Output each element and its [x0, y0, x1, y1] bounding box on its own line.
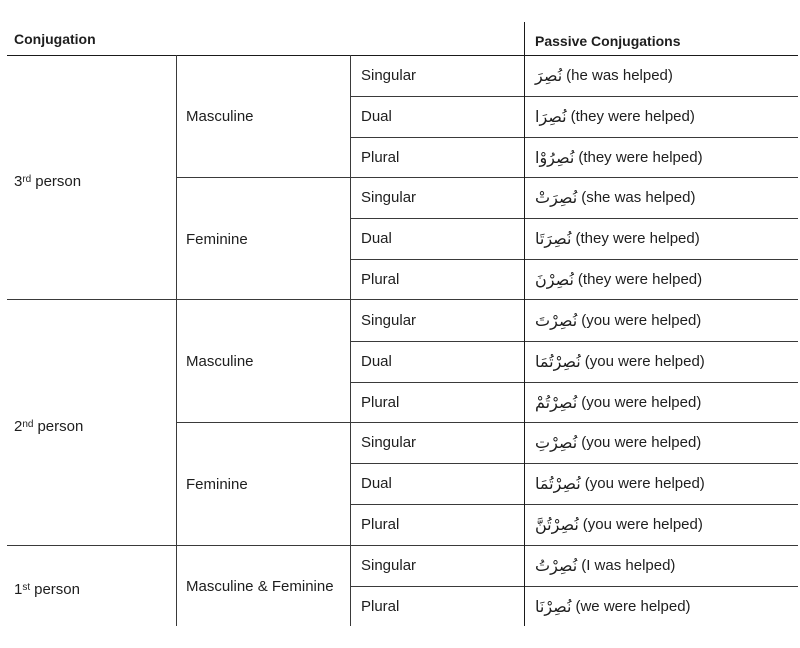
gender-label-2nd-feminine: Feminine — [186, 475, 248, 493]
row-divider — [351, 259, 798, 260]
passive-cell — [535, 545, 675, 586]
english-gloss: (you were helped) — [584, 475, 705, 492]
english-gloss: (I was helped) — [581, 557, 676, 574]
number-cell: Plural — [361, 393, 400, 411]
number-cell: Singular — [361, 67, 417, 84]
arabic-form: نُصِرْتُمَا — [535, 352, 581, 371]
row-divider — [351, 341, 798, 342]
person-ordinal-suffix: rd — [22, 173, 32, 185]
number-cell: Singular — [361, 312, 417, 329]
arabic-form: نُصِرَتْ — [535, 188, 578, 207]
arabic-form: نُصِرْتُمَا — [535, 474, 581, 493]
passive-cell — [535, 504, 703, 545]
person-divider — [7, 299, 798, 300]
number-cell: Singular — [361, 189, 417, 206]
number-cell: Dual — [361, 108, 392, 125]
arabic-form: نُصِرُوْا — [535, 147, 575, 167]
passive-cell — [535, 463, 705, 504]
number-cell: Dual — [361, 353, 392, 370]
english-gloss: (they were helped) — [570, 108, 695, 125]
person-number: 3 — [14, 172, 23, 190]
person-ordinal-suffix: nd — [22, 418, 34, 430]
english-gloss: (they were helped) — [577, 270, 703, 288]
passive-cell — [535, 422, 701, 463]
row-divider — [351, 504, 798, 505]
english-gloss: (she was helped) — [581, 189, 696, 206]
arabic-form: نُصِرْنَا — [535, 597, 572, 616]
gender-label-3rd-feminine: Feminine — [186, 230, 248, 248]
arabic-form: نُصِرْنَ — [535, 269, 574, 289]
gender-label-1st-common: Masculine & Feminine — [186, 577, 334, 595]
row-divider — [351, 586, 798, 587]
passive-cell — [535, 96, 695, 137]
person-divider — [7, 545, 798, 546]
row-divider — [351, 96, 798, 97]
gender-divider — [177, 177, 798, 178]
english-gloss: (you were helped) — [582, 516, 703, 533]
english-gloss: (they were helped) — [578, 148, 703, 166]
person-number: 1 — [14, 580, 23, 598]
person-label-third — [14, 166, 81, 196]
gender-divider — [177, 422, 798, 423]
arabic-form: نُصِرَا — [535, 107, 567, 126]
arabic-form: نُصِرَتَا — [535, 229, 572, 248]
passive-cell — [535, 586, 691, 627]
arabic-form: نُصِرْتُ — [535, 556, 578, 575]
english-gloss: (you were helped) — [581, 393, 702, 411]
number-cell: Dual — [361, 475, 392, 492]
person-word: person — [35, 172, 82, 190]
arabic-form: نُصِرْتِ — [535, 433, 578, 452]
passive-cell — [535, 55, 673, 96]
row-divider — [351, 137, 798, 138]
row-divider — [351, 463, 798, 464]
english-gloss: (you were helped) — [581, 434, 702, 451]
person-word: person — [34, 580, 80, 598]
number-cell: Singular — [361, 434, 417, 451]
gender-label-3rd-masculine: Masculine — [186, 107, 254, 125]
column-divider-gender — [176, 55, 177, 626]
passive-cell — [535, 137, 703, 177]
person-label-first — [14, 574, 80, 604]
header-passive-conjugations: Passive Conjugations — [535, 33, 681, 49]
english-gloss: (he was helped) — [566, 67, 673, 84]
arabic-form: نُصِرْتَ — [535, 311, 578, 330]
passive-cell — [535, 382, 701, 422]
header-rule — [7, 55, 798, 56]
passive-cell — [535, 259, 702, 299]
number-cell: Singular — [361, 557, 417, 574]
person-label-second — [14, 411, 83, 441]
number-cell: Plural — [361, 598, 400, 615]
person-ordinal-suffix: st — [22, 581, 31, 593]
person-word: person — [37, 417, 84, 435]
column-divider-number — [350, 55, 351, 626]
english-gloss: (you were helped) — [584, 353, 705, 370]
passive-cell — [535, 177, 695, 218]
passive-cell — [535, 300, 701, 341]
column-divider-passive — [524, 22, 525, 626]
arabic-form: نُصِرَ — [535, 66, 563, 85]
number-cell: Dual — [361, 230, 392, 247]
gender-label-2nd-masculine: Masculine — [186, 352, 254, 370]
number-cell: Plural — [361, 270, 400, 288]
passive-cell — [535, 218, 700, 259]
number-cell: Plural — [361, 148, 400, 166]
row-divider — [351, 382, 798, 383]
arabic-form: نُصِرْتُنَّ — [535, 515, 579, 534]
arabic-form: نُصِرْتُمْ — [535, 392, 578, 412]
row-divider — [351, 218, 798, 219]
english-gloss: (they were helped) — [575, 230, 700, 247]
english-gloss: (you were helped) — [581, 312, 702, 329]
english-gloss: (we were helped) — [575, 598, 691, 615]
person-number: 2 — [14, 417, 23, 435]
passive-cell — [535, 341, 705, 382]
number-cell: Plural — [361, 516, 400, 533]
header-conjugation: Conjugation — [14, 31, 96, 47]
